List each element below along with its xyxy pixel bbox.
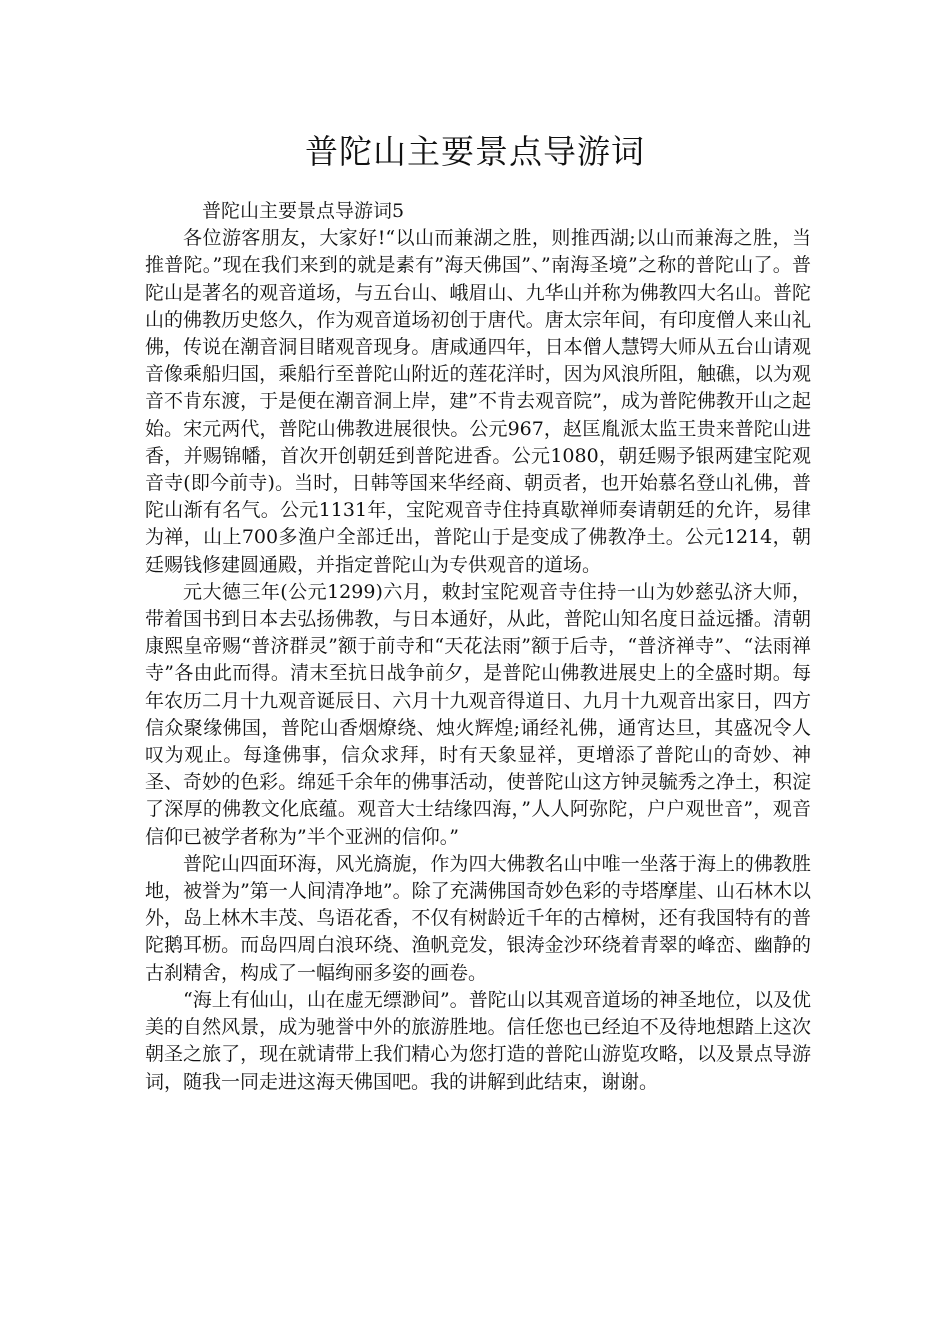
paragraph-scenery: 普陀山四面环海，风光旖旎，作为四大佛教名山中唯一坐落于海上的佛教胜地，被誉为”第一人间清净地”。除了充满佛国奇妙色彩的寺塔摩崖、山石林木以外，岛上林木丰茂、鸟语花香，不仅有树龄近千年的古樟树，还有我国特有的普陀鹅耳枥。而岛四周白浪环绕、渔帆竞发，银涛金沙环绕着青翠的峰峦、幽静的古刹精舍，构成了一幅绚丽多姿的画卷。 [145, 852, 811, 984]
paragraph-closing: “海上有仙山，山在虚无缥渺间”。普陀山以其观音道场的神圣地位，以及优美的自然风景，成为驰誉中外的旅游胜地。信任您也已经迫不及待地想踏上这次朝圣之旅了，现在就请带上我们精心为您打造的普陀山游览攻略，以及景点导游词，随我一同走进这海天佛国吧。我的讲解到此结束，谢谢。 [145, 988, 811, 1093]
paragraph-yuan-qing-history: 元大德三年(公元1299)六月，敕封宝陀观音寺住持一山为妙慈弘济大师，带着国书到日本去弘扬佛教，与日本通好，从此，普陀山知名度日益远播。清朝康熙皇帝赐“普济群灵”额于前寺和“天花法雨”额于后寺，“普济禅寺”、“法雨禅寺”各由此而得。清末至抗日战争前夕，是普陀山佛教进展史上的全盛时期。每年农历二月十九观音诞辰日、六月十九观音得道日、九月十九观音出家日，四方信众聚缘佛国，普陀山香烟燎绕、烛火辉煌;诵经礼佛，通宵达旦，其盛况令人叹为观止。每逢佛事，信众求拜，时有天象显祥，更增添了普陀山的奇妙、神圣、奇妙的色彩。绵延千余年的佛事活动，使普陀山这方钟灵毓秀之净土，积淀了深厚的佛教文化底蕴。观音大士结缘四海，”人人阿弥陀，户户观世音”，观音信仰已被学者称为”半个亚洲的信仰。” [145, 580, 811, 848]
document-subtitle: 普陀山主要景点导游词5 [202, 200, 405, 222]
document-title: 普陀山主要景点导游词 [305, 132, 645, 171]
paragraph-intro-history: 各位游客朋友，大家好!“以山而兼湖之胜，则推西湖;以山而兼海之胜，当推普陀。”现在我们来到的就是素有”海天佛国”、”南海圣境”之称的普陀山了。普陀山是著名的观音道场，与五台山、峨眉山、九华山并称为佛教四大名山。普陀山的佛教历史悠久，作为观音道场初创于唐代。唐太宗年间，有印度僧人来山礼佛，传说在潮音洞目睹观音现身。唐咸通四年，日本僧人慧锷大师从五台山请观音像乘船归国，乘船行至普陀山附近的莲花洋时，因为风浪所阻，触礁，以为观音不肯东渡，于是便在潮音洞上岸，建”不肯去观音院”，成为普陀佛教开山之起始。宋元两代，普陀山佛教进展很快。公元967，赵匡胤派太监王贵来普陀山进香，并赐锦幡，首次开创朝廷到普陀进香。公元1080，朝廷赐予银两建宝陀观音寺(即今前寺)。当时，日韩等国来华经商、朝贡者，也开始慕名登山礼佛，普陀山渐有名气。公元1131年，宝陀观音寺住持真歇禅师奏请朝廷的允许，易律为禅，山上700多渔户全部迁出，普陀山于是变成了佛教净土。公元1214，朝廷赐钱修建圆通殿，并指定普陀山为专供观音的道场。 [145, 227, 811, 576]
document-body [145, 198, 811, 1096]
